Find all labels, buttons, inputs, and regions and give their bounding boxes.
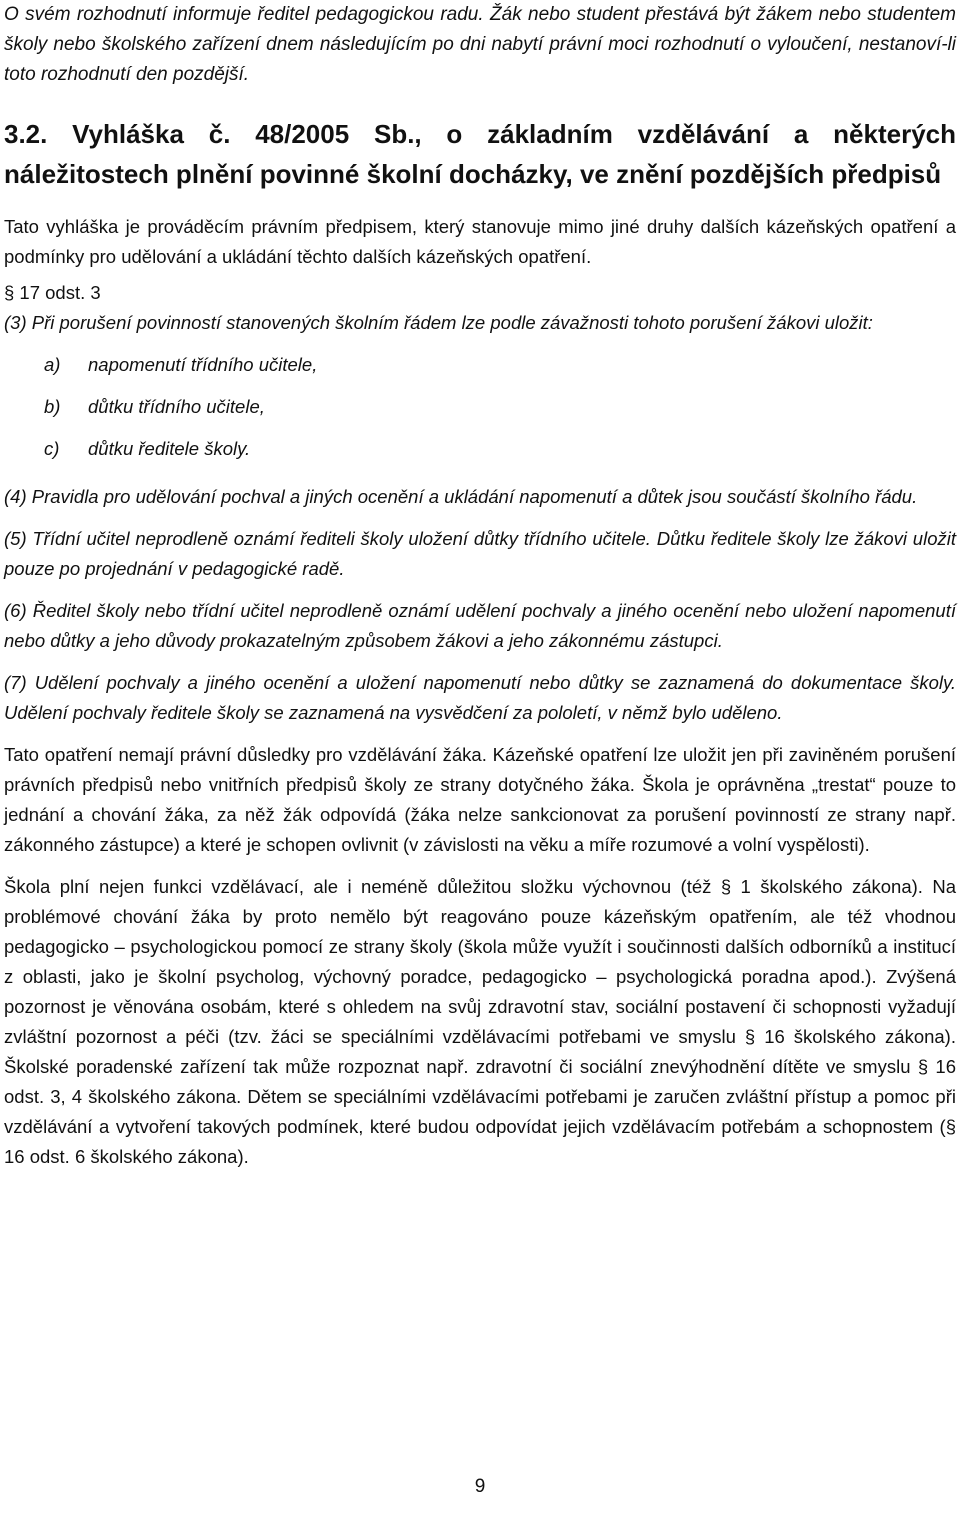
list-item-mark: b) [44, 396, 61, 417]
paragraph-4: (4) Pravidla pro udělování pochval a jiných ocenění a ukládání napomenutí a důtek jsou součástí školního řádu. [4, 486, 918, 507]
section-heading: 3.2. Vyhláška č. 48/2005 Sb., o základním vzdělávání a některých náležitostech plnění povinné školní docházky, ve znění pozdějších předpisů [4, 119, 956, 189]
document-page [4, 0, 956, 1172]
list-item-mark: a) [44, 354, 61, 375]
section-reference: § 17 odst. 3 [4, 282, 101, 303]
list-item-text: důtku ředitele školy. [88, 438, 251, 459]
list-item [4, 428, 956, 470]
list-item [4, 386, 956, 428]
paragraph-5: (5) Třídní učitel neprodleně oznámí řediteli školy uložení důtky třídního učitele. Důtku ředitele školy lze žákovi uložit pouze po projednání v pedagogické radě. [4, 528, 956, 579]
paragraph-3: (3) Při porušení povinností stanovených školním řádem lze podle závažnosti tohoto porušení žákovi uložit: [4, 312, 873, 333]
intro-paragraph: O svém rozhodnutí informuje ředitel pedagogickou radu. Žák nebo student přestává být žákem nebo studentem školy nebo školského zařízení dnem následujícím po dni nabytí právní moci rozhodnutí o vyloučení, nestanoví-li toto rozhodnutí den pozdější. [4, 4, 956, 85]
measures-list [4, 344, 956, 470]
list-item [4, 344, 956, 386]
paragraph-vyhlaska: Tato vyhláška je prováděcím právním předpisem, který stanovuje mimo jiné druhy dalších kázeňských opatření a podmínky pro udělování a ukládání těchto dalších kázeňských opatření. [4, 216, 956, 267]
paragraph-skola: Škola plní nejen funkci vzdělávací, ale i neméně důležitou složku výchovnou (též § 1 školského zákona). Na problémové chování žáka by proto nemělo být reagováno pouze kázeňským opatřením, ale též vhodnou pedagogicko – psychologickou pomocí ze strany školy (škola může využít i součinnosti dalších odborníků a institucí z oblasti, jako je školní psycholog, výchovný poradce, pedagogicko – psychologická poradna apod.). Zvýšená pozornost je věnována osobám, které s ohledem na svůj zdravotní stav, sociální postavení či schopnosti vyžadují zvláštní pozornost a péči (tzv. žáci se speciálními vzdělávacími potřebami ve smyslu § 16 školského zákona). Školské poradenské zařízení tak může rozpoznat např. zdravotní či sociální znevýhodnění dítěte ve smyslu § 16 odst. 3, 4 školského zákona. Dětem se speciálními vzdělávacími potřebami je zaručen zvláštní přístup a pomoc při vzdělávání a vytvoření takových podmínek, které budou odpovídat jejich vzdělávacím potřebám a schopnostem (§ 16 odst. 6 školského zákona). [4, 876, 956, 1167]
page-number: 9 [474, 1476, 486, 1497]
list-item-text: napomenutí třídního učitele, [88, 354, 318, 375]
list-item-mark: c) [44, 438, 60, 459]
paragraph-6: (6) Ředitel školy nebo třídní učitel neprodleně oznámí udělení pochvaly a jiného ocenění nebo uložení napomenutí nebo důtky a jeho důvody prokazatelným způsobem žákovi a jeho zákonnému zástupci. [4, 600, 956, 651]
paragraph-opatreni: Tato opatření nemají právní důsledky pro vzdělávání žáka. Kázeňské opatření lze uložit jen při zaviněném porušení právních předpisů nebo vnitřních předpisů školy ze strany dotyčného žáka. Škola je oprávněna „trestat“ pouze to jednání a chování žáka, za něž žák odpovídá (žáka nelze sankcionovat za porušení povinností ze strany např. zákonného zástupce) a které je schopen ovlivnit (v závislosti na věku a míře rozumové a volní vyspělosti). [4, 744, 956, 855]
paragraph-7: (7) Udělení pochvaly a jiného ocenění a uložení napomenutí nebo důtky se zaznamená do dokumentace školy. Udělení pochvaly ředitele školy se zaznamená na vysvědčení za pololetí, v němž bylo uděleno. [4, 672, 956, 723]
list-item-text: důtku třídního učitele, [88, 396, 265, 417]
